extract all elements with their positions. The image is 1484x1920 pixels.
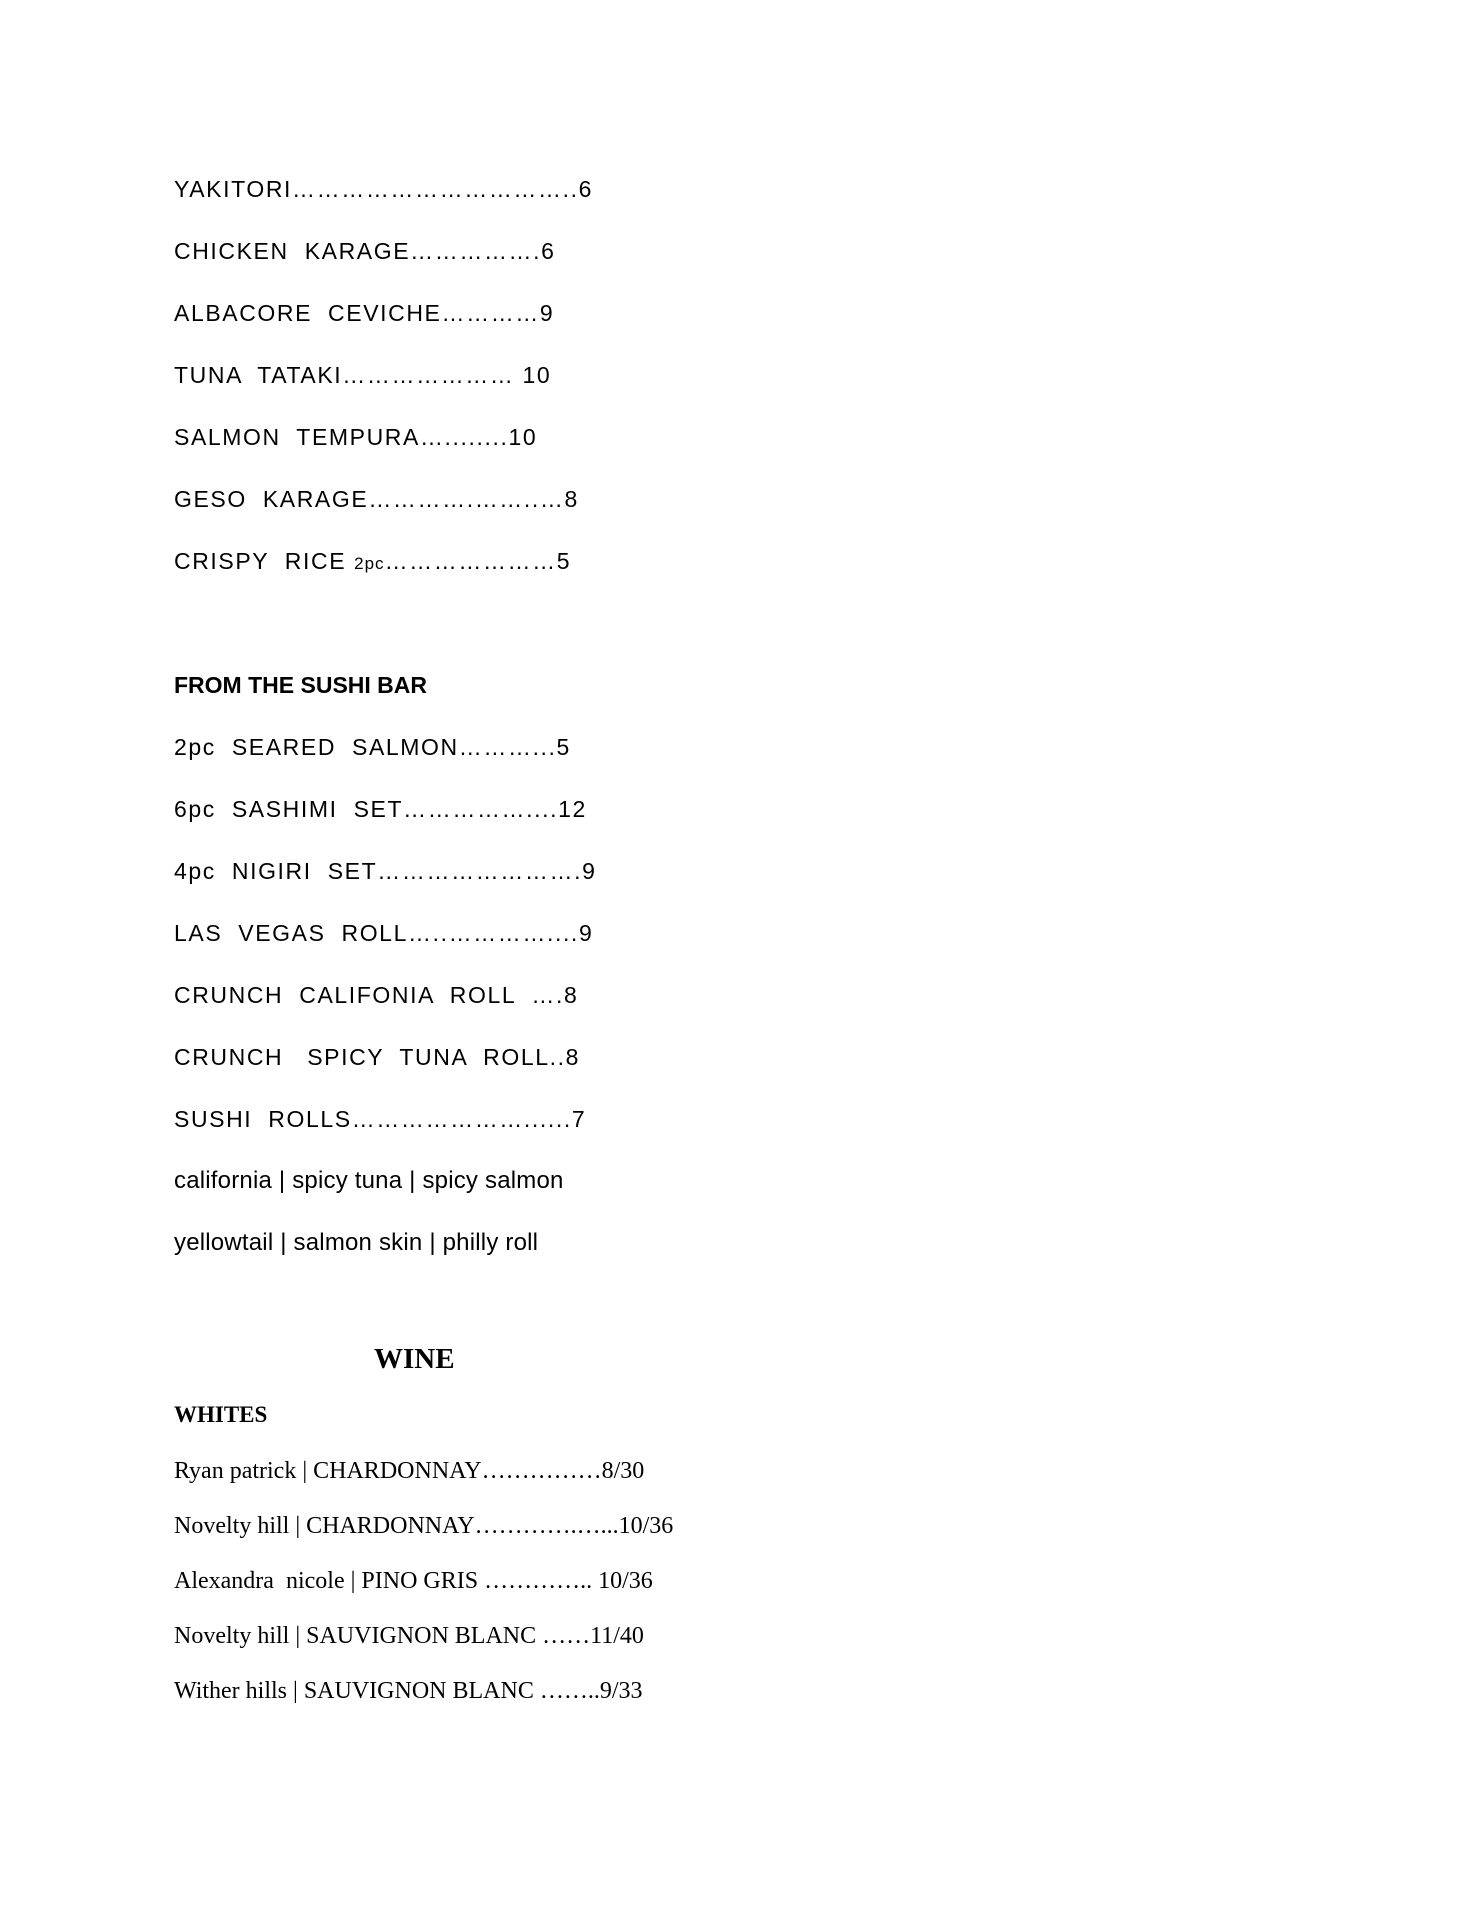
item-leader: ……………………………..: [292, 176, 579, 202]
item-name: TUNA TATAKI: [174, 362, 343, 388]
menu-item-salmon-tempura: [174, 424, 537, 451]
item-price: 9: [578, 920, 594, 946]
item-price: 10: [508, 424, 538, 450]
item-leader: ….: [531, 982, 564, 1008]
item-price: 9: [582, 858, 597, 884]
item-name: SALMON TEMPURA: [174, 424, 420, 450]
item-price: 7: [571, 1106, 587, 1132]
wine-item-wither-hills-sauvignon-blanc: Wither hills | SAUVIGNON BLANC ……..9/33: [174, 1678, 643, 1704]
section-heading-whites: WHITES: [174, 1402, 268, 1427]
wine-item-alexandra-nicole-pino-gris: Alexandra nicole | PINO GRIS ………….. 10/36: [174, 1568, 653, 1594]
item-leader: …………………: [342, 362, 523, 388]
item-leader: …………………......: [351, 1106, 572, 1132]
item-name: CHICKEN KARAGE: [174, 238, 411, 264]
menu-item-tuna-tataki: [174, 362, 551, 389]
item-price: 10: [522, 362, 552, 388]
item-name: YAKITORI: [174, 176, 293, 202]
item-price: 8: [565, 1044, 580, 1070]
item-leader: …..…………....: [407, 920, 579, 946]
item-name: 4pc NIGIRI SET: [174, 858, 378, 884]
item-leader: ……………....: [403, 796, 559, 822]
menu-item-crunch-california-roll: [174, 982, 578, 1009]
item-price: 9: [539, 300, 555, 326]
item-price: 12: [558, 796, 587, 822]
item-name: CRISPY RICE: [174, 548, 355, 574]
menu-item-yakitori: [174, 176, 593, 203]
item-name: GESO KARAGE: [174, 486, 369, 512]
roll-options-line-1: california | spicy tuna | spicy salmon: [174, 1167, 564, 1194]
menu-item-albacore-ceviche: [174, 300, 554, 327]
item-name: 6pc SASHIMI SET: [174, 796, 404, 822]
item-price: 8: [563, 982, 579, 1008]
item-price: 5: [556, 734, 571, 760]
item-leader: …………….: [410, 238, 542, 264]
item-price: 5: [556, 548, 572, 574]
item-leader: …………: [441, 300, 540, 326]
wine-item-novelty-hill-chardonnay: Novelty hill | CHARDONNAY………….…...10/36: [174, 1513, 674, 1539]
item-name: CRUNCH CALIFONIA ROLL: [174, 982, 532, 1008]
item-price: 6: [578, 176, 594, 202]
item-name: CRUNCH SPICY TUNA ROLL: [174, 1044, 550, 1070]
wine-item-novelty-hill-sauvignon-blanc: Novelty hill | SAUVIGNON BLANC ……11/40: [174, 1623, 644, 1649]
item-name: 2pc SEARED SALMON: [174, 734, 459, 760]
menu-item-crunch-spicy-tuna-roll: [174, 1044, 580, 1071]
item-leader: ………...: [458, 734, 557, 760]
item-leader: ………….……..…: [368, 486, 565, 512]
menu-item-seared-salmon: [174, 734, 571, 761]
item-name: ALBACORE CEVICHE: [174, 300, 442, 326]
item-price: 6: [541, 238, 556, 264]
menu-item-sushi-rolls: [174, 1106, 586, 1133]
section-heading-sushi-bar: FROM THE SUSHI BAR: [174, 672, 427, 698]
menu-item-geso-karage: [174, 486, 579, 513]
item-leader: ..: [549, 1044, 566, 1070]
menu-item-chicken-karage: [174, 238, 556, 265]
menu-item-crispy-rice: [174, 548, 571, 575]
item-leader: …………………….: [377, 858, 583, 884]
item-note: 2pc: [354, 554, 385, 573]
menu-item-sashimi-set: [174, 796, 587, 823]
menu-item-nigiri-set: [174, 858, 596, 885]
wine-item-ryan-patrick-chardonnay: Ryan patrick | CHARDONNAY……………8/30: [174, 1458, 645, 1484]
roll-options-line-2: yellowtail | salmon skin | philly roll: [174, 1229, 539, 1256]
item-price: 8: [564, 486, 579, 512]
item-name: SUSHI ROLLS: [174, 1106, 352, 1132]
item-leader: …........: [419, 424, 509, 450]
menu-item-las-vegas-roll: [174, 920, 593, 947]
item-leader: …………………: [384, 548, 557, 574]
item-name: LAS VEGAS ROLL: [174, 920, 408, 946]
section-title-wine: WINE: [374, 1343, 455, 1375]
